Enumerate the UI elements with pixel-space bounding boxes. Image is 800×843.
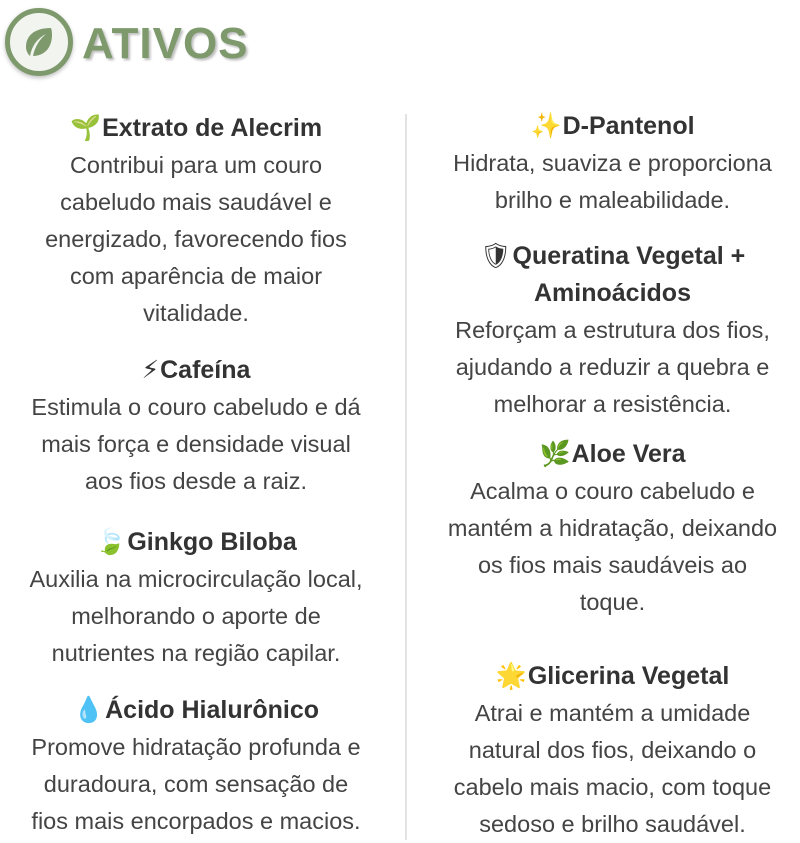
ingredient-title: 🌱Extrato de Alecrim [69, 114, 323, 142]
column-divider [405, 114, 407, 840]
herb-icon: 🌿 [539, 440, 571, 468]
page-title: ATIVOS [82, 19, 249, 68]
logo-badge [5, 8, 73, 76]
ingredient-caffeine [0, 352, 392, 500]
leaf-icon [20, 23, 58, 61]
ingredient-title: 🍃Ginkgo Biloba [95, 528, 297, 556]
ingredient-title: 🛡Queratina Vegetal + [479, 242, 746, 270]
ingredient-glycerin [420, 658, 800, 843]
ingredient-d-panthenol [420, 108, 800, 219]
ingredient-description: Atrai e mantém a umidade natural dos fios, deixando o cabelo mais macio, com toque sedoso e brilho saudável. [453, 700, 772, 837]
ingredient-description: Reforçam a estrutura dos fios, ajudando a reduzir a quebra e melhorar a resistência. [455, 317, 770, 417]
ingredient-aloe-vera [420, 436, 800, 621]
ingredient-hyaluronic [0, 692, 392, 840]
shield-icon: 🛡 [479, 242, 512, 270]
ingredient-description: Acalma o couro cabeludo e mantém a hidratação, deixando os fios mais saudáveis ao toque. [447, 478, 778, 615]
sparkles-icon: ✨ [530, 112, 562, 140]
ingredient-description: Contribui para um couro cabeludo mais saudável e energizado, favorecendo fios com aparência de maior vitalidade. [45, 152, 347, 326]
glowing-star-icon: 🌟 [495, 662, 527, 690]
ingredient-title: 🌿Aloe Vera [539, 440, 686, 468]
leaves-icon: 🍃 [95, 528, 127, 556]
ingredient-title: ⚡Cafeína [141, 356, 251, 384]
ingredient-keratin [420, 238, 800, 423]
ingredient-title: 💧Ácido Hialurônico [72, 696, 320, 724]
droplet-icon: 💧 [72, 696, 105, 724]
header [0, 0, 800, 90]
lightning-icon: ⚡ [141, 356, 160, 384]
ingredient-title-line2: Aminoácidos [534, 279, 691, 307]
ingredient-description: Hidrata, suaviza e proporciona brilho e maleabilidade. [453, 150, 772, 213]
seedling-icon: 🌱 [69, 114, 102, 142]
ingredient-description: Estimula o couro cabeludo e dá mais força e densidade visual aos fios desde a raiz. [31, 394, 361, 494]
ingredient-ginkgo [0, 524, 392, 672]
ingredient-title: ✨D-Pantenol [530, 112, 695, 140]
ingredient-description: Auxilia na microcirculação local, melhorando o aporte de nutrientes na região capilar. [29, 566, 363, 666]
ingredient-title: 🌟Glicerina Vegetal [495, 662, 730, 690]
ingredient-description: Promove hidratação profunda e duradoura, com sensação de fios mais encorpados e macios. [31, 734, 361, 834]
ingredient-rosemary [0, 110, 392, 332]
